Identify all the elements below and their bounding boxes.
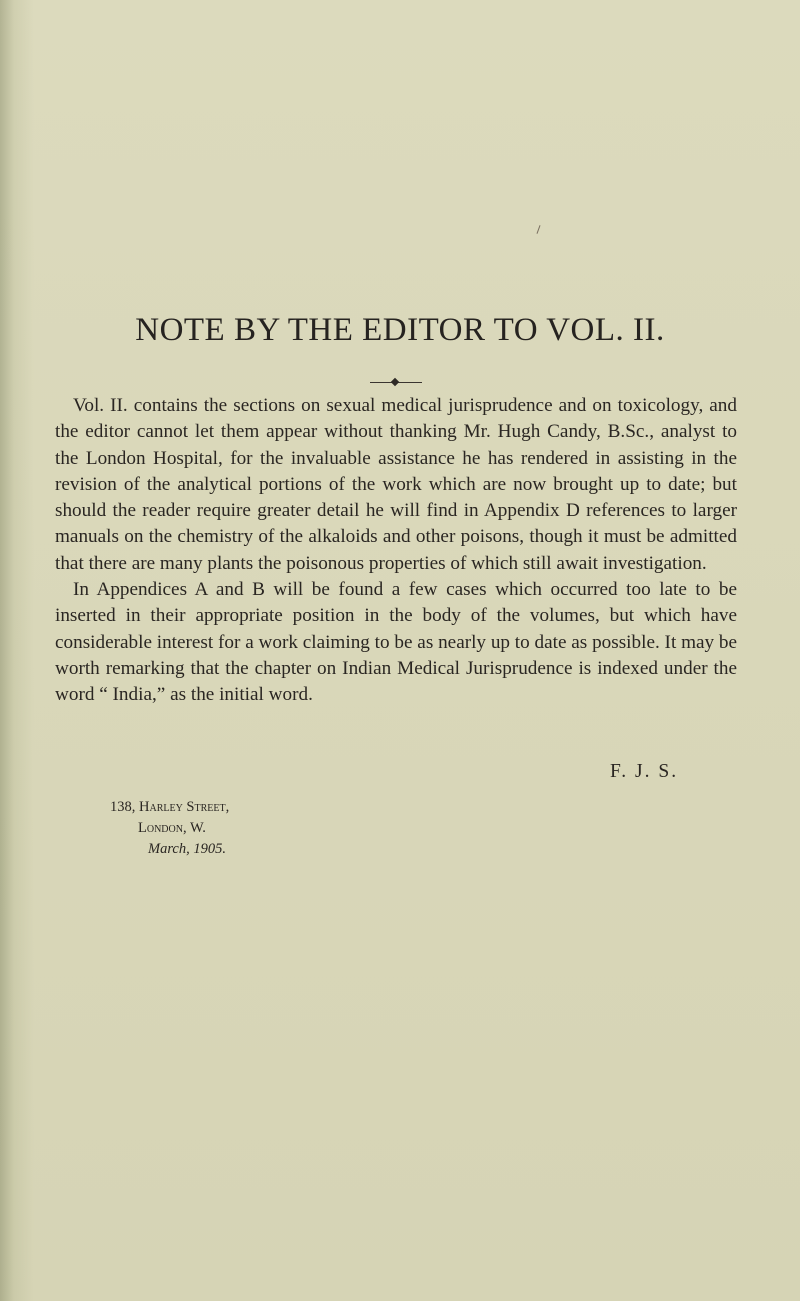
paragraph-1 — [55, 393, 737, 577]
address-date: March, 1905. — [148, 841, 226, 857]
address-city: London, W. — [138, 820, 206, 836]
page-title: NOTE BY THE EDITOR TO VOL. II. — [135, 312, 665, 348]
diamond-icon — [391, 378, 399, 386]
editor-initials: F. J. S. — [610, 761, 679, 782]
address-block — [110, 797, 229, 860]
paragraph-2-text: In Appendices A and B will be found a few cases which occurred too late to be inserted in their appropriate position in the body of the volumes, but which have considerable interest for a work claiming to be as nearly up to date as possible. It may be worth remarking that the chapter on Indian Medical Jurisprudence is indexed under the word “ India,” as the initial word. — [55, 579, 738, 706]
paragraph-1-text: Vol. II. contains the sections on sexual medical jurisprudence and on toxicology, and the editor cannot let them appear without thanking Mr. Hugh Candy, B.Sc., analyst to the London Hospital, for the invaluable assistance he has rendered in assisting in the revision of the analytical portions of the work which are now brought up to date; but should the reader require greater detail he will find in Appendix D references to larger manuals on the chemistry of the alkaloids and other poisons, though it must be admitted that there are many plants the poisonous properties of which still await investigation. — [55, 395, 737, 574]
margin-mark — [536, 225, 540, 234]
address-street: 138, Harley Street, — [110, 799, 230, 815]
title-ornament-divider — [370, 379, 422, 387]
paragraph-2 — [55, 577, 737, 708]
editor-note-body — [55, 393, 737, 709]
